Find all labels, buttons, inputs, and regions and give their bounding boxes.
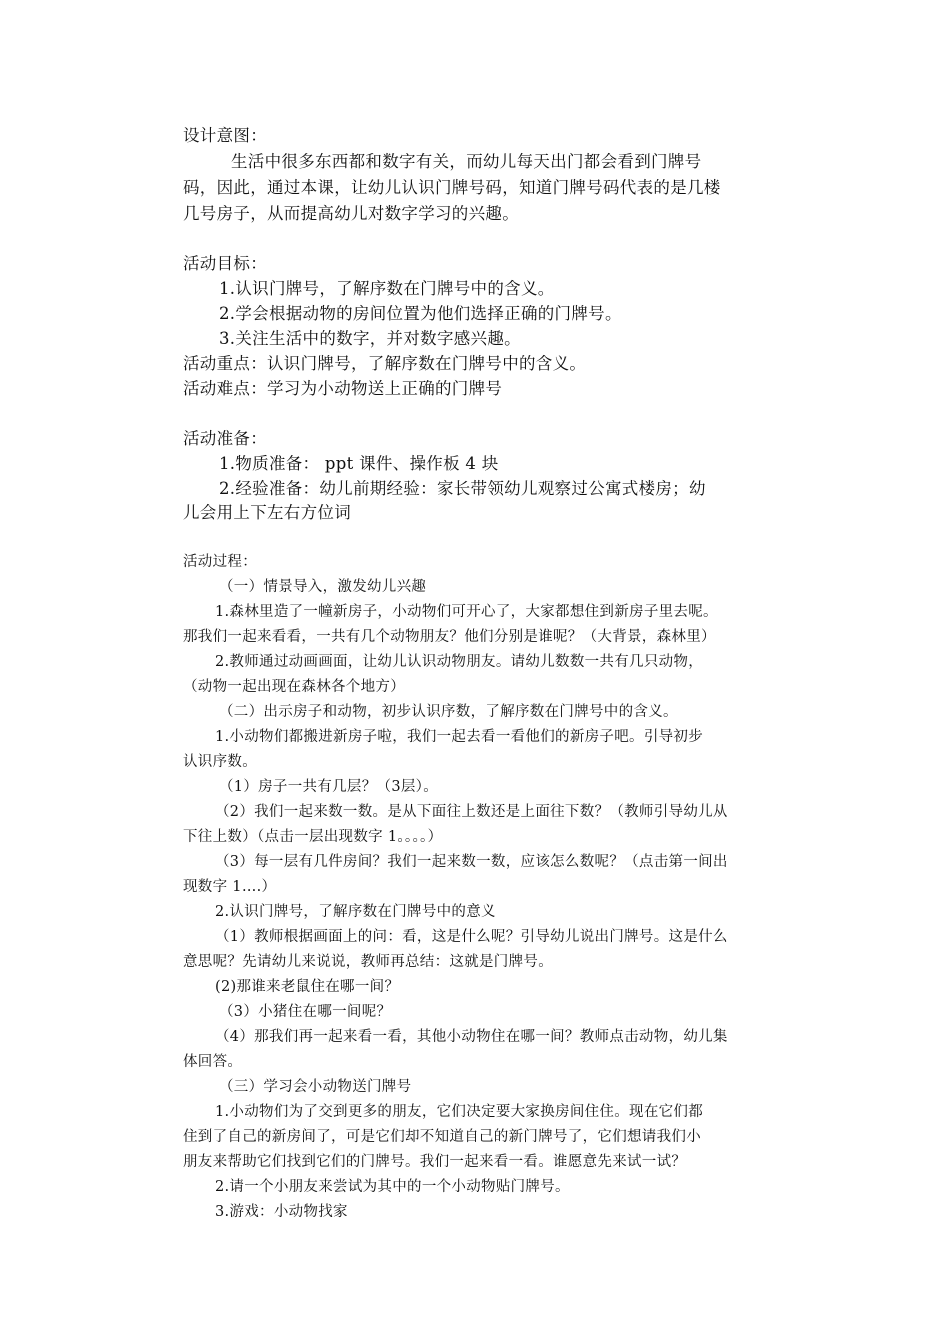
process-line: 认识序数。 — [183, 754, 257, 770]
process-line: （3）小猪住在哪一间呢？ — [219, 1004, 392, 1020]
process-line: 下往上数）（点击一层出现数字 1。。。。） — [183, 829, 443, 845]
goal-item: 2.学会根据动物的房间位置为他们选择正确的门牌号。 — [219, 304, 622, 323]
section-heading-activity-prep: 活动准备： — [183, 429, 267, 448]
activity-difficulty: 活动难点：学习为小动物送上正确的门牌号 — [183, 379, 503, 398]
process-line: (2)那谁来老鼠住在哪一间？ — [215, 979, 400, 995]
process-line: 1.小动物们为了交到更多的朋友，它们决定要大家换房间住住。现在它们都 — [215, 1104, 704, 1120]
process-line: 3.游戏：小动物找家 — [215, 1204, 348, 1220]
process-line: 2.请一个小朋友来尝试为其中的一个小动物贴门牌号。 — [215, 1179, 570, 1195]
paragraph-line: 码，因此，通过本课，让幼儿认识门牌号码，知道门牌号码代表的是几楼 — [183, 178, 721, 197]
process-line: （3）每一层有几件房间？我们一起来数一数，应该怎么数呢？（点击第一间出 — [215, 854, 728, 870]
process-line: 那我们一起来看看，一共有几个动物朋友？他们分别是谁呢？（大背景，森林里） — [183, 629, 716, 645]
process-line: 意思呢？先请幼儿来说说，教师再总结：这就是门牌号。 — [183, 954, 553, 970]
section-heading-activity-process: 活动过程： — [183, 554, 257, 570]
prep-item-continued: 儿会用上下左右方位词 — [183, 503, 351, 522]
process-line: 2.认识门牌号，了解序数在门牌号中的意义 — [215, 904, 496, 920]
section-heading-design-intent: 设计意图： — [183, 126, 267, 145]
process-line: 体回答。 — [183, 1054, 243, 1070]
process-line: 朋友来帮助它们找到它们的门牌号。我们一起来看一看。谁愿意先来试一试？ — [183, 1154, 687, 1170]
process-line: （1）教师根据画面上的问：看，这是什么呢？引导幼儿说出门牌号。这是什么 — [215, 929, 728, 945]
process-line: （1）房子一共有几层？（3层）。 — [219, 779, 438, 795]
paragraph-line: 几号房子，从而提高幼儿对数字学习的兴趣。 — [183, 204, 519, 223]
process-line: 2.教师通过动画画面，让幼儿认识动物朋友。请幼儿数数一共有几只动物， — [215, 654, 704, 670]
process-subheading: （二）出示房子和动物，初步认识序数，了解序数在门牌号中的含义。 — [219, 704, 678, 720]
goal-item: 3.关注生活中的数字，并对数字感兴趣。 — [219, 329, 521, 348]
process-line: 1.小动物们都搬进新房子啦，我们一起去看一看他们的新房子吧。引导初步 — [215, 729, 704, 745]
prep-item: 1.物质准备： ppt 课件、操作板 4 块 — [219, 454, 499, 473]
process-line: （4）那我们再一起来看一看，其他小动物住在哪一间？教师点击动物，幼儿集 — [215, 1029, 728, 1045]
process-line: （动物一起出现在森林各个地方） — [183, 679, 405, 695]
process-subheading: （一）情景导入，激发幼儿兴趣 — [219, 579, 427, 595]
paragraph-line: 生活中很多东西都和数字有关，而幼儿每天出门都会看到门牌号 — [231, 152, 702, 171]
process-line: 住到了自己的新房间了，可是它们却不知道自己的新门牌号了，它们想请我们小 — [183, 1129, 701, 1145]
prep-item: 2.经验准备：幼儿前期经验：家长带领幼儿观察过公寓式楼房；幼 — [219, 479, 706, 498]
process-line: 1.森林里造了一幢新房子，小动物们可开心了，大家都想住到新房子里去呢。 — [215, 604, 718, 620]
process-line: （2）我们一起来数一数。是从下面往上数还是上面往下数？（教师引导幼儿从 — [215, 804, 728, 820]
process-subheading: （三）学习会小动物送门牌号 — [219, 1079, 412, 1095]
section-heading-activity-goals: 活动目标： — [183, 254, 267, 273]
activity-key-point: 活动重点：认识门牌号，了解序数在门牌号中的含义。 — [183, 354, 587, 373]
goal-item: 1.认识门牌号，了解序数在门牌号中的含义。 — [219, 279, 555, 298]
process-line: 现数字 1….） — [183, 879, 277, 895]
